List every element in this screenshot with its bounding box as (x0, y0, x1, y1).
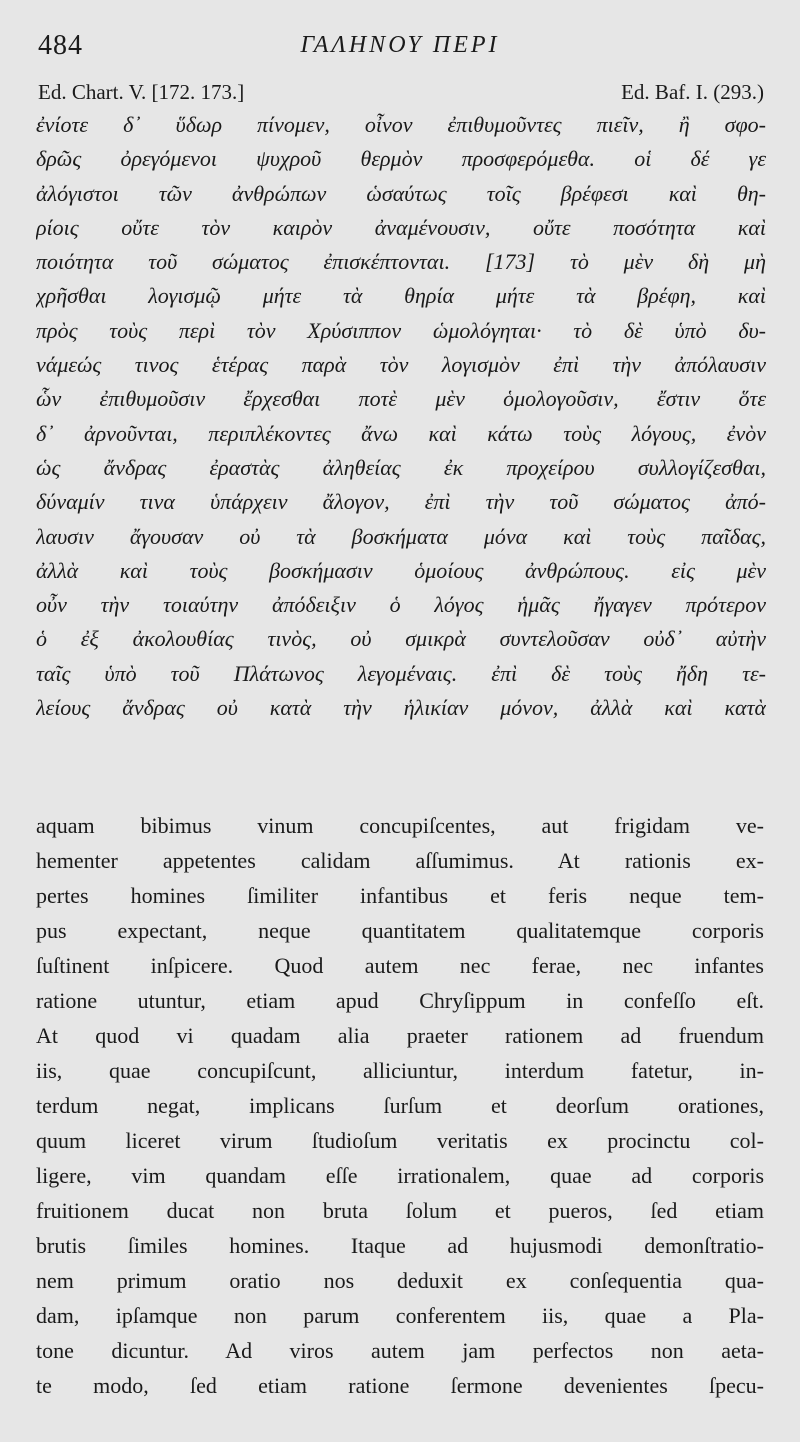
latin-text-line: tone dicuntur. Ad viros autem jam perfectos non aeta- (36, 1338, 764, 1363)
edition-left: Ed. Chart. V. [172. 173.] (38, 80, 245, 104)
latin-text-line: terdum negat, implicans ſurſum et deorſum orationes, (36, 1093, 764, 1118)
greek-text-line: νάμεώς τινος ἑτέρας παρὰ τὸν λογισμὸν ἐπὶ τὴν ἀπόλαυσιν (36, 352, 766, 378)
latin-text-block (36, 808, 764, 1403)
greek-text-line: δρῶς ὀρεγόμενοι ψυχροῦ θερμὸν προσφερόμεθα. οἱ δέ γε (36, 146, 766, 172)
greek-text-line: λαυσιν ἄγουσαν οὐ τὰ βοσκήματα μόνα καὶ τοὺς παῖδας, (36, 523, 766, 549)
greek-text-block (36, 108, 766, 725)
latin-text-line: aquam bibimus vinum concupiſcentes, aut frigidam ve- (36, 813, 764, 838)
latin-text-line: iis, quae concupiſcunt, alliciuntur, interdum fatetur, in- (36, 1058, 764, 1083)
latin-text-line: brutis ſimiles homines. Itaque ad hujusmodi demonſtratio- (36, 1233, 764, 1258)
greek-text-line: ὧν ἐπιθυμοῦσιν ἔρχεσθαι ποτὲ μὲν ὁμολογοῦσιν, ἔστιν ὅτε (36, 386, 766, 412)
greek-text-line: δύναμίν τινα ὑπάρχειν ἄλογον, ἐπὶ τὴν τοῦ σώματος ἀπό- (36, 489, 766, 515)
greek-text-line: ἀλόγιστοι τῶν ἀνθρώπων ὡσαύτως τοῖς βρέφεσι καὶ θη- (36, 180, 766, 206)
greek-text-line: ρίοις οὔτε τὸν καιρὸν ἀναμένουσιν, οὔτε ποσότητα καὶ (36, 214, 766, 240)
running-head (38, 30, 762, 66)
edition-reference (38, 80, 764, 110)
latin-text-line: dam, ipſamque non parum conferentem iis, quae a Pla- (36, 1303, 764, 1328)
greek-text-line: ὡς ἄνδρας ἐραστὰς ἀληθείας ἐκ προχείρου συλλογίζεσθαι, (36, 454, 766, 480)
latin-text-line: pus expectant, neque quantitatem qualitatemque corporis (36, 918, 764, 943)
edition-right: Ed. Baf. I. (293.) (621, 80, 764, 104)
latin-text-line: pertes homines ſimiliter infantibus et feris neque tem- (36, 883, 764, 908)
latin-text-line: At quod vi quadam alia praeter rationem ad fruendum (36, 1023, 764, 1048)
latin-text-line: ligere, vim quandam eſſe irrationalem, quae ad corporis (36, 1163, 764, 1188)
greek-text-line: ἀλλὰ καὶ τοὺς βοσκήμασιν ὁμοίους ἀνθρώπους. εἰς μὲν (36, 557, 766, 583)
latin-text-line: nem primum oratio nos deduxit ex conſequentia qua- (36, 1268, 764, 1293)
latin-text-line: fruitionem ducat non bruta ſolum et pueros, ſed etiam (36, 1198, 764, 1223)
latin-text-line: ſuſtinent inſpicere. Quod autem nec ferae, nec infantes (36, 953, 764, 978)
latin-text-line: te modo, ſed etiam ratione ſermone devenientes ſpecu- (36, 1373, 764, 1398)
greek-text-line: δ᾽ ἀρνοῦνται, περιπλέκοντες ἄνω καὶ κάτω τοὺς λόγους, ἐνὸν (36, 420, 766, 446)
running-title: ΓΑΛΗΝΟΥ ΠΕΡΙ (300, 32, 500, 58)
latin-text-line: hementer appetentes calidam aſſumimus. At rationis ex- (36, 848, 764, 873)
greek-text-line: ταῖς ὑπὸ τοῦ Πλάτωνος λεγομέναις. ἐπὶ δὲ τοὺς ἤδη τε- (36, 660, 766, 686)
greek-text-line: ποιότητα τοῦ σώματος ἐπισκέπτονται. [173] τὸ μὲν δὴ μὴ (36, 249, 766, 275)
greek-text-line: πρὸς τοὺς περὶ τὸν Χρύσιππον ὡμολόγηται· τὸ δὲ ὑπὸ δυ- (36, 317, 766, 343)
latin-text-line: quum liceret virum ſtudioſum veritatis ex procinctu col- (36, 1128, 764, 1153)
page-number: 484 (38, 30, 83, 61)
greek-text-line: ἐνίοτε δ᾽ ὕδωρ πίνομεν, οἶνον ἐπιθυμοῦντες πιεῖν, ἢ σφο- (36, 112, 766, 137)
greek-text-line: ὁ ἐξ ἀκολουθίας τινὸς, οὐ σμικρὰ συντελοῦσαν οὐδ᾽ αὐτὴν (36, 626, 766, 652)
latin-text-line: ratione utuntur, etiam apud Chryſippum in confeſſo eſt. (36, 988, 764, 1013)
greek-text-line: λείους ἄνδρας οὐ κατὰ τὴν ἡλικίαν μόνον, ἀλλὰ καὶ κατὰ (36, 695, 766, 721)
greek-text-line: χρῆσθαι λογισμῷ μήτε τὰ θηρία μήτε τὰ βρέφη, καὶ (36, 283, 766, 309)
greek-text-line: οὖν τὴν τοιαύτην ἀπόδειξιν ὁ λόγος ἡμᾶς ἤγαγεν πρότερον (36, 592, 766, 618)
